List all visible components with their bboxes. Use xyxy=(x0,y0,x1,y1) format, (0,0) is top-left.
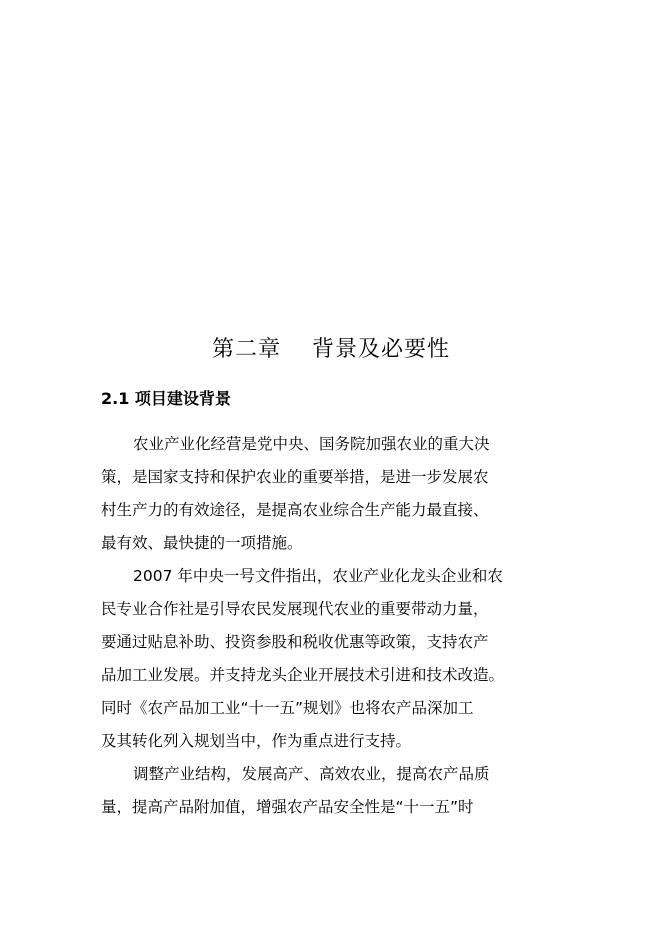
paragraph-line: 民专业合作社是引导农民发展现代农业的重要带动力量， xyxy=(101,600,489,618)
paragraph-line: 要通过贴息补助、投资参股和税收优惠等政策，支持农产 xyxy=(101,633,489,651)
paragraph-line: 量，提高产品附加值，增强农产品安全性是“十一五”时 xyxy=(101,798,474,816)
paragraph-line: 策，是国家支持和保护农业的重要举措，是进一步发展农 xyxy=(101,468,489,486)
paragraph-2 xyxy=(101,560,561,758)
paragraph-line: 最有效、最快捷的一项措施。 xyxy=(101,534,303,552)
paragraph-line: 同时《农产品加工业“十一五”规划》也将农产品深加工 xyxy=(101,699,474,717)
section-heading: 2.1 项目建设背景 xyxy=(101,389,231,408)
paragraph-line: 调整产业结构，发展高产、高效农业，提高农产品质 xyxy=(133,765,490,783)
paragraph-line: 农业产业化经营是党中央、国务院加强农业的重大决 xyxy=(133,435,490,453)
paragraph-line: 2007 年中央一号文件指出，农业产业化龙头企业和农 xyxy=(133,567,503,585)
chapter-title: 第二章 背景及必要性 xyxy=(212,337,450,362)
paragraph-line: 及其转化列入规划当中，作为重点进行支持。 xyxy=(101,732,412,750)
paragraph-line: 品加工业发展。并支持龙头企业开展技术引进和技术改造。 xyxy=(101,666,505,684)
paragraph-1 xyxy=(101,428,561,560)
paragraph-line: 村生产力的有效途径，是提高农业综合生产能力最直接、 xyxy=(101,501,489,519)
paragraph-3 xyxy=(101,758,561,824)
body-text xyxy=(101,428,561,824)
